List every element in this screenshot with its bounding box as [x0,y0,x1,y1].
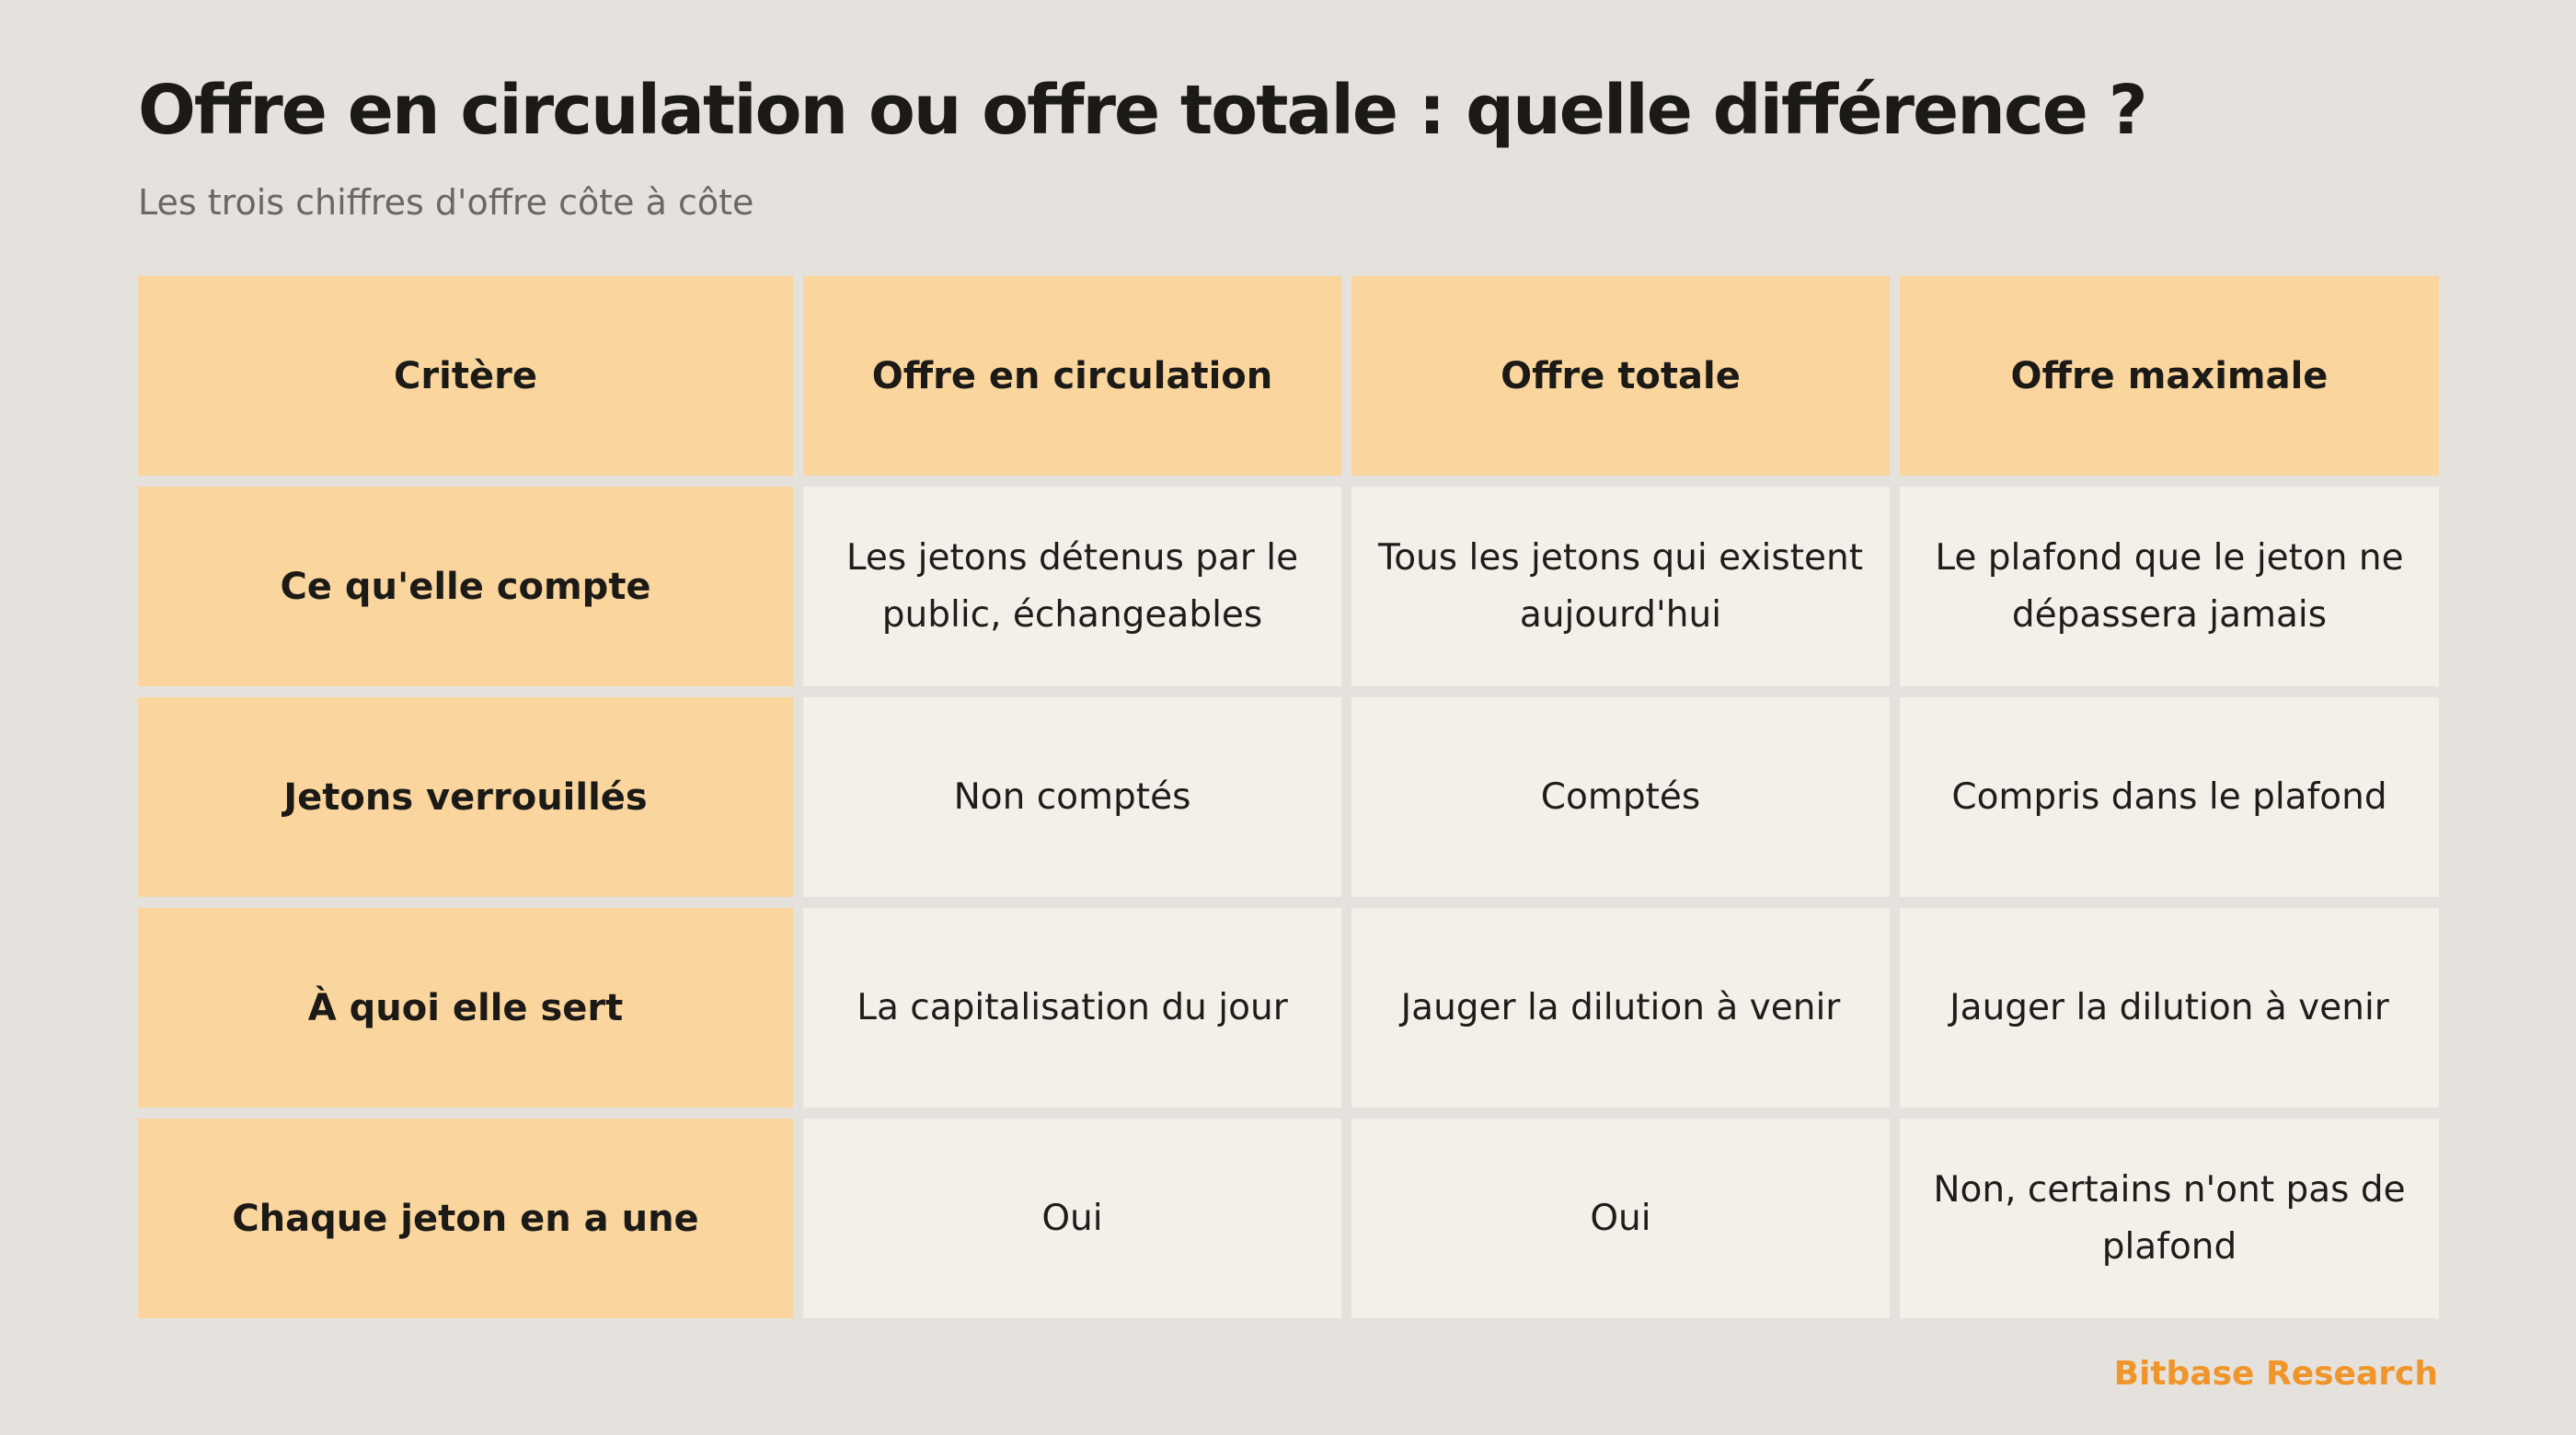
table-cell: Oui [803,1119,1341,1318]
table-cell: Compris dans le plafond [1900,697,2439,897]
brand-credit: Bitbase Research [2113,1355,2438,1393]
table-cell: Jauger la dilution à venir [1900,908,2439,1108]
row-label-locked-tokens: Jetons verrouillés [138,697,793,897]
table-cell: Comptés [1351,697,1890,897]
table-cell: Non, certains n'ont pas de plafond [1900,1119,2439,1318]
table-cell: La capitalisation du jour [803,908,1341,1108]
column-header-total-supply: Offre totale [1351,276,1890,476]
table-cell: Le plafond que le jeton ne dépassera jamais [1900,487,2439,686]
page-subtitle: Les trois chiffres d'offre côte à côte [138,182,754,223]
comparison-table [138,276,2438,1317]
row-label-what-it-counts: Ce qu'elle compte [138,487,793,686]
column-header-circulating-supply: Offre en circulation [803,276,1341,476]
page-title: Offre en circulation ou offre totale : quelle différence ? [138,71,2146,150]
row-label-purpose: À quoi elle sert [138,908,793,1108]
table-cell: Oui [1351,1119,1890,1318]
column-header-criteria: Critère [138,276,793,476]
table-cell: Non comptés [803,697,1341,897]
table-cell: Tous les jetons qui existent aujourd'hui [1351,487,1890,686]
row-label-every-token-has-one: Chaque jeton en a une [138,1119,793,1318]
column-header-max-supply: Offre maximale [1900,276,2439,476]
table-cell: Jauger la dilution à venir [1351,908,1890,1108]
table-cell: Les jetons détenus par le public, échangeables [803,487,1341,686]
